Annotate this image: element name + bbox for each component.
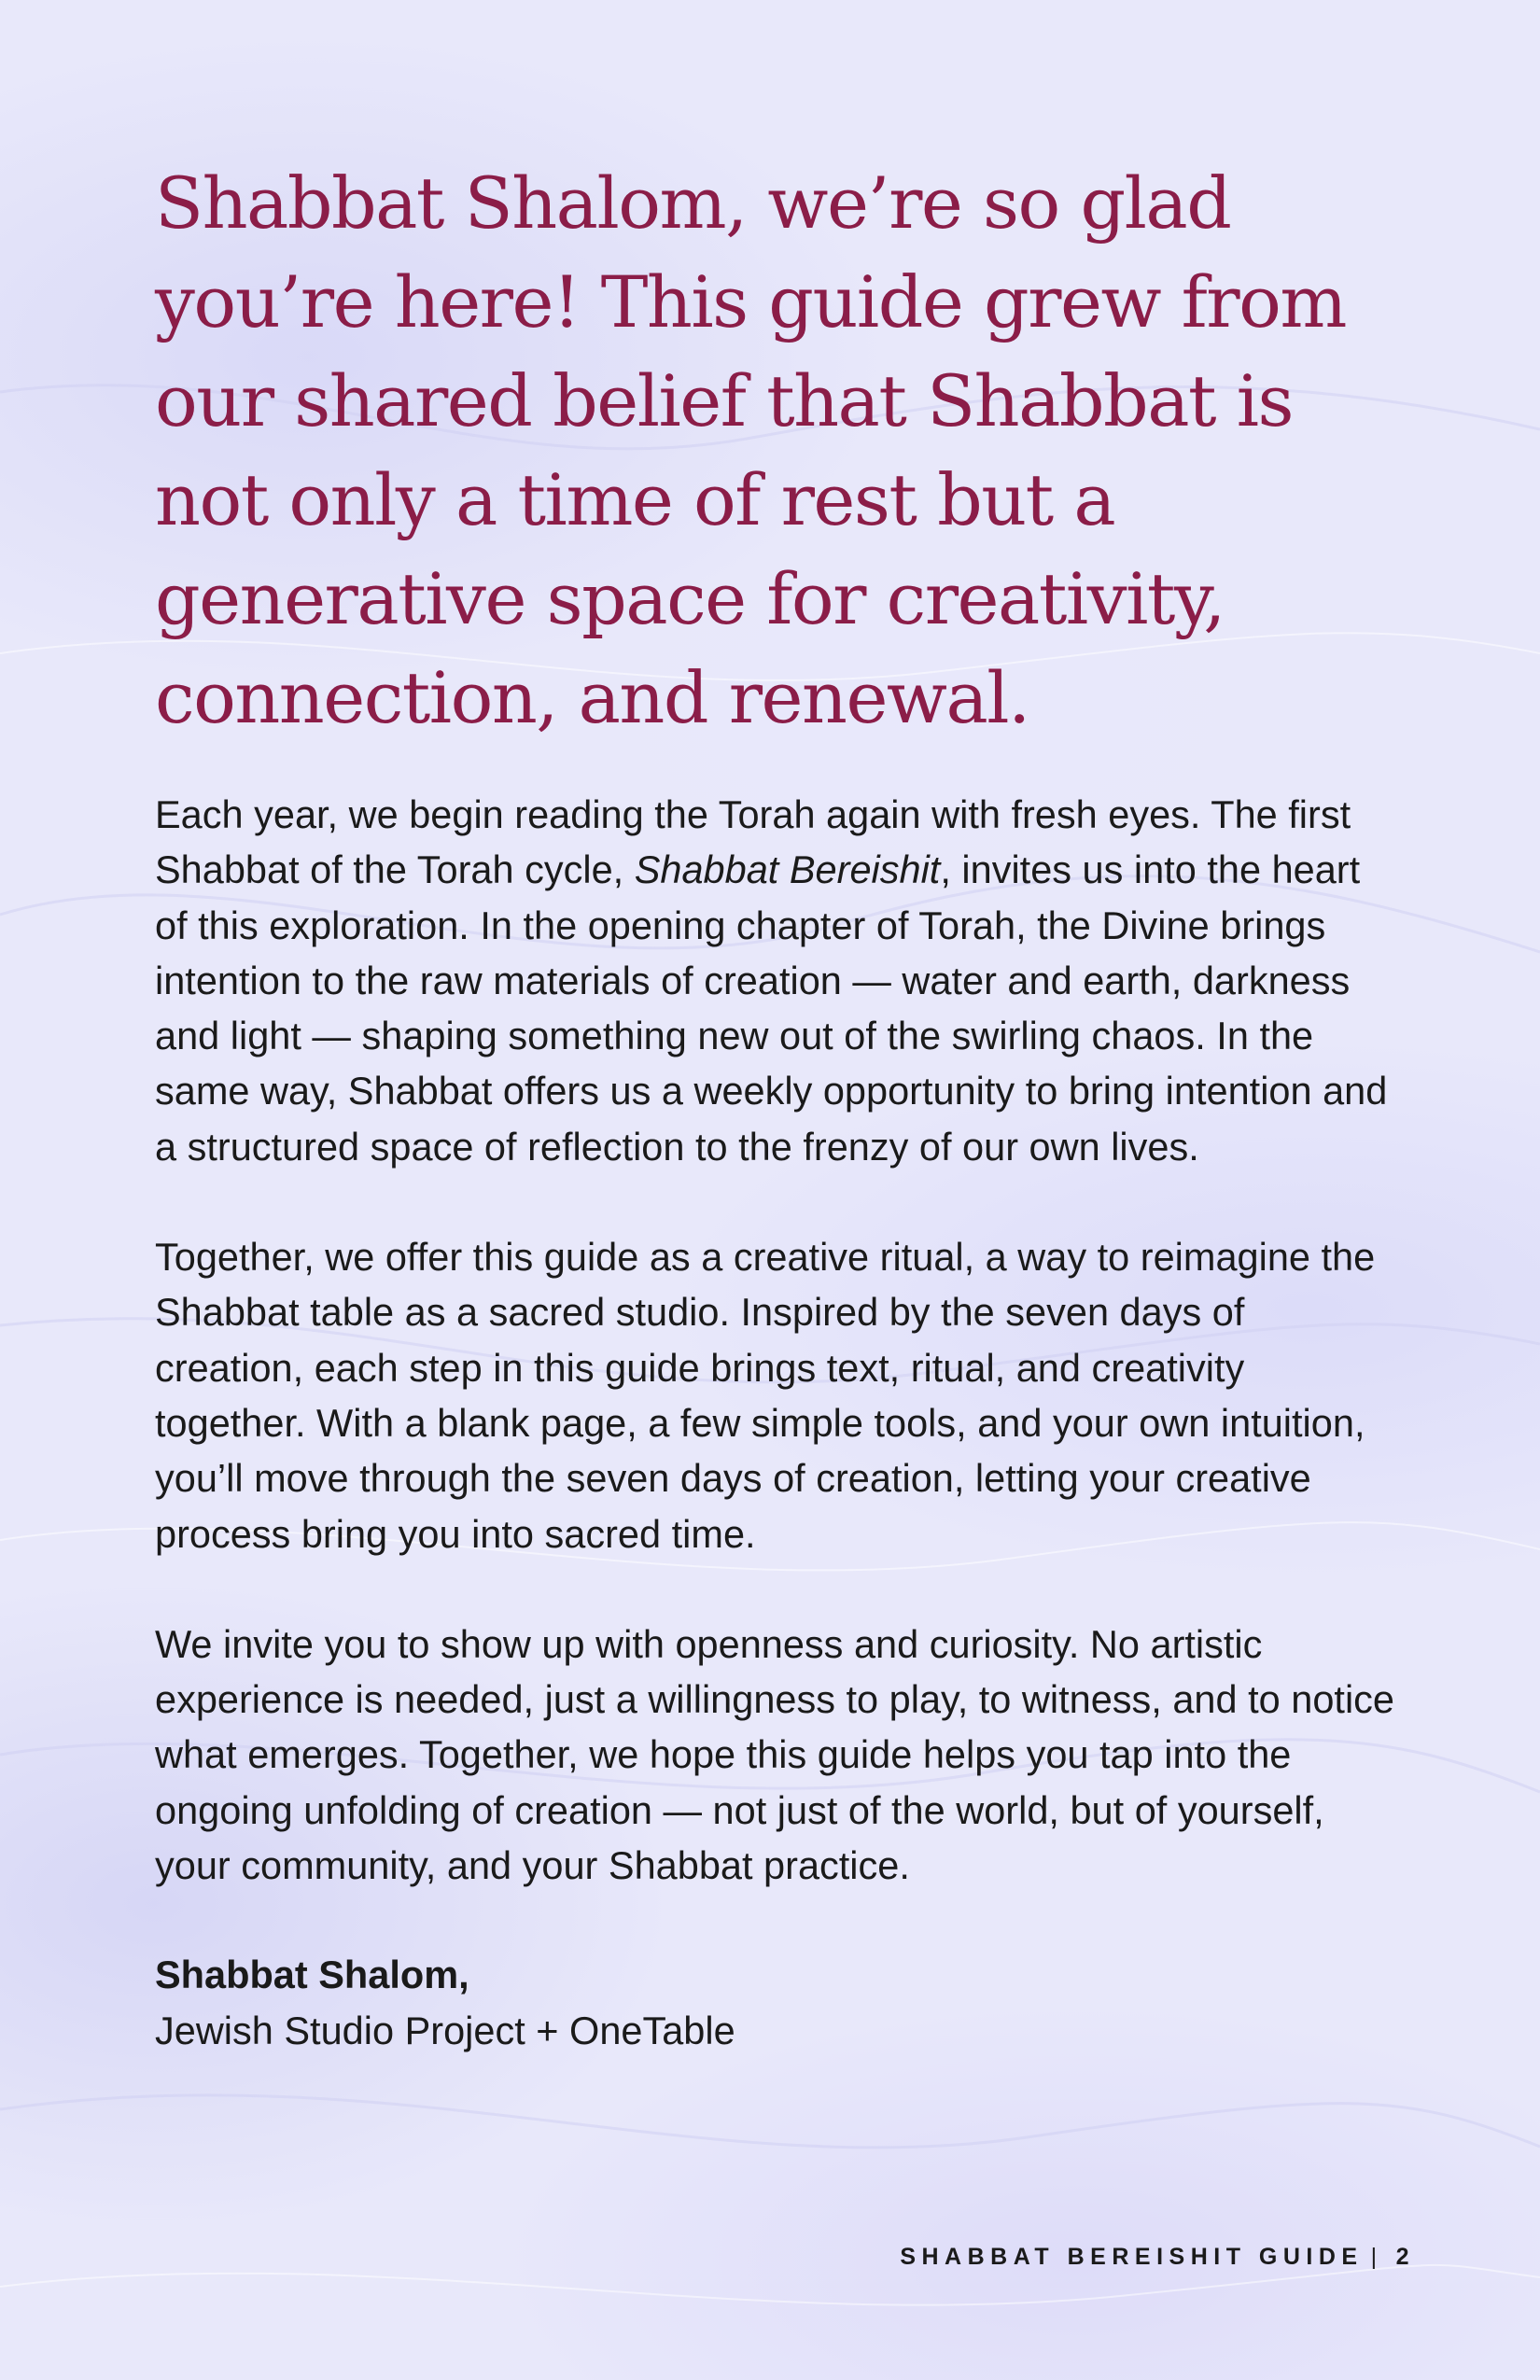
- page-content: [155, 154, 1396, 2058]
- parashah-name: Shabbat Bereishit: [634, 847, 941, 892]
- page-number: 2: [1395, 2244, 1415, 2270]
- page-footer: [900, 2244, 1415, 2271]
- footer-separator: |: [1370, 2244, 1383, 2270]
- signoff-names: Jewish Studio Project + OneTable: [155, 2008, 735, 2052]
- paragraph-intro-text-cont: , invites us into the heart of this exploration. In the opening chapter of Torah, the Divine brings intention to the raw materials of creation — water and earth, darkness and light — shaping something new out of the swirling chaos. In the same way, Shabbat offers us a weekly opportunity to bring intention and a structured space of reflection to the frenzy of our own lives.: [155, 847, 1388, 1169]
- footer-title: SHABBAT BEREISHIT GUIDE: [900, 2244, 1364, 2270]
- paragraph-intro: [155, 787, 1396, 1174]
- signoff-greeting: Shabbat Shalom,: [155, 1953, 469, 1997]
- signoff: [155, 1947, 1396, 2058]
- paragraph-ritual: Together, we offer this guide as a creative ritual, a way to reimagine the Shabbat table as a sacred studio. Inspired by the seven days of creation, each step in this guide brings text, ritual, and creativity together. With a blank page, a few simple tools, and your own intuition, you’ll move through the seven days of creation, letting your creative process bring you into sacred time.: [155, 1235, 1376, 1556]
- paragraph-invitation: We invite you to show up with openness and curiosity. No artistic experience is needed, just a willingness to play, to witness, and to notice what emerges. Together, we hope this guide helps you tap into the ongoing unfolding of creation — not just of the world, but of yourself, your community, and your Shabbat practice.: [155, 1621, 1394, 1888]
- headline: Shabbat Shalom, we’re so glad you’re here! This guide grew from our shared belief that Shabbat is not only a time of rest but a generative space for creativity, connection, and renewal.: [155, 161, 1346, 739]
- paragraph-intro-text: Each year, we begin reading the Torah again with fresh eyes. The first Shabbat of the Torah cycle,: [155, 792, 1351, 892]
